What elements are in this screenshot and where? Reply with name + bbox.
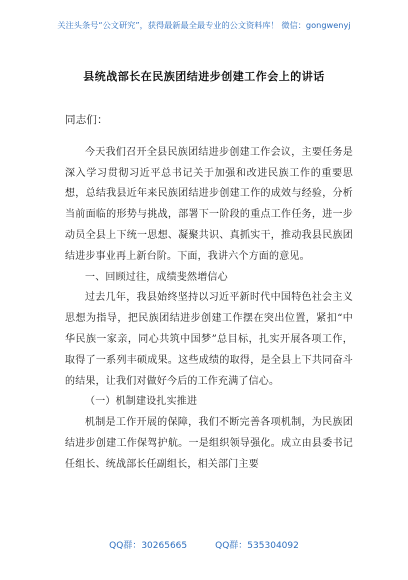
qq-group-2: QQ群：535304092 [215, 541, 299, 551]
qq-group-1: QQ群：30265665 [109, 541, 188, 551]
section-heading-1: 一、回顾过往，成绩斐然增信心 [85, 271, 228, 283]
paragraph-mechanism: 机制是工作开展的保障，我们不断完善各项机制，为民族团结进步创建工作保驾护航。一是组织领导强化。成立由县委书记任组长、统战部长任副组长，相关部门主要 [65, 417, 353, 470]
header-promo-banner: 关注头条号“公文研究”，获得最新最全最专业的公文资料库！ 微信：gongwenyj [57, 20, 351, 30]
document-body [65, 110, 353, 476]
subsection-heading-1: （一）机制建设扎实推进 [85, 396, 198, 408]
paragraph-achievements: 过去几年，我县始终坚持以习近平新时代中国特色社会主义思想为指导，把民族团结进步创建工作摆在突出位置，紧扣“中华民族一家亲，同心共筑中国梦”总目标，扎实开展各项工作，取得了一系列丰硕成果。这些成绩的取得，是全县上下共同奋斗的结果，让我们对做好今后的工作充满了信心。 [65, 292, 353, 387]
footer-qq-banner [0, 538, 408, 551]
salutation: 同志们： [65, 114, 108, 126]
paragraph-intro: 今天我们召开全县民族团结进步创建工作会议，主要任务是深入学习贯彻习近平总书记关于加强和改进民族工作的重要思想，总结我县近年来民族团结进步创建工作的成效与经验，分析当前面临的形势与挑战，部署下一阶段的重点工作任务，进一步动员全县上下统一思想、凝聚共识、真抓实干，推动我县民族团结进步事业再上新台阶。下面，我讲六个方面的意见。 [65, 146, 353, 262]
document-title: 县统战部长在民族团结进步创建工作会上的讲话 [83, 70, 325, 83]
